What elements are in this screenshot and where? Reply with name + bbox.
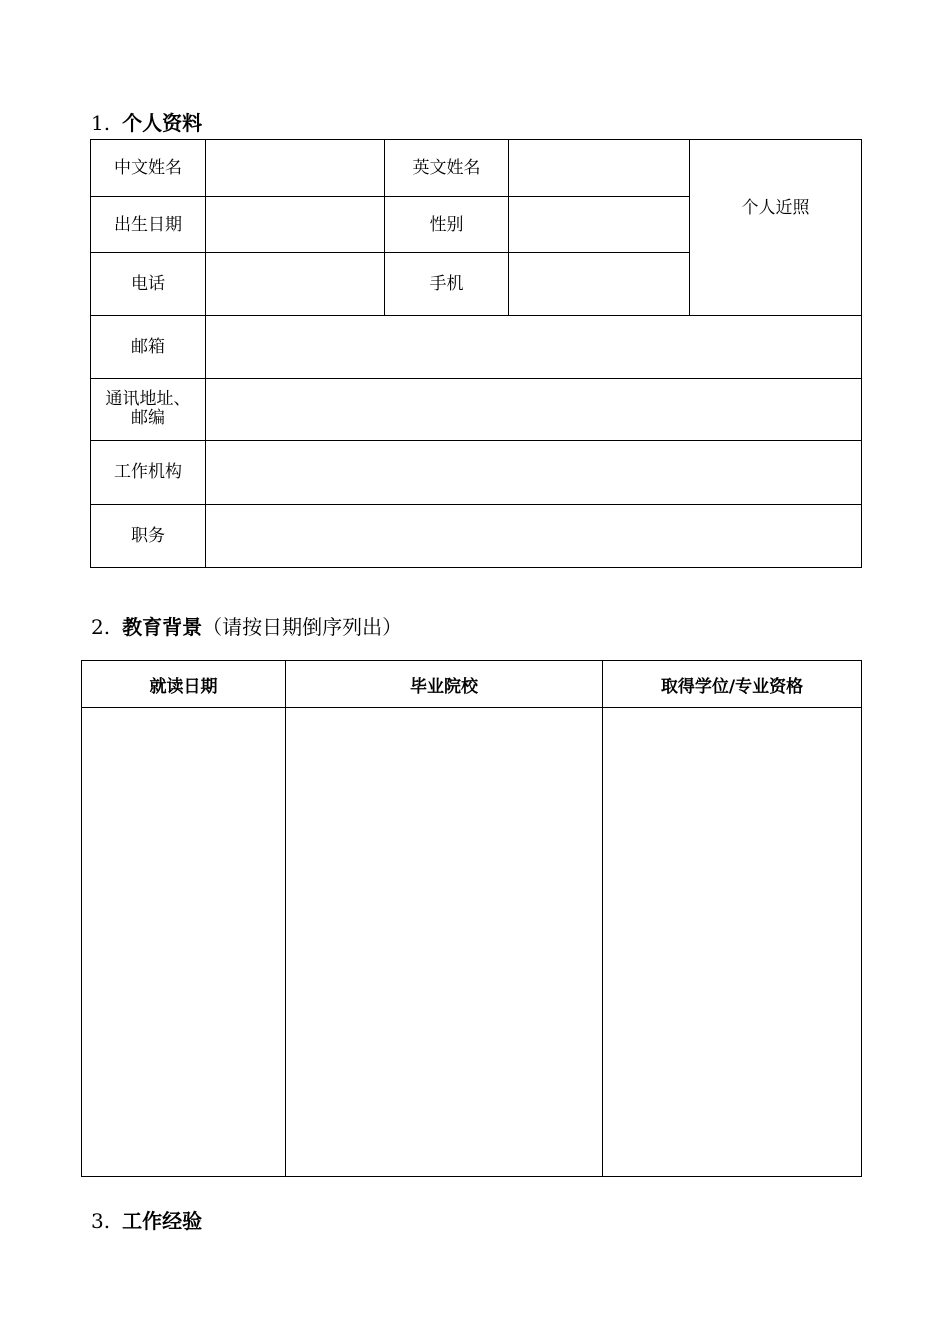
phone-label: 电话 xyxy=(91,253,206,316)
column-header-study-dates: 就读日期 xyxy=(82,661,286,708)
birth-date-label: 出生日期 xyxy=(91,197,206,253)
section-2-note: （请按日期倒序列出） xyxy=(202,615,403,639)
column-header-degree: 取得学位/专业资格 xyxy=(603,661,862,708)
mobile-label: 手机 xyxy=(385,253,509,316)
position-field[interactable] xyxy=(206,504,862,567)
gender-label: 性别 xyxy=(385,197,509,253)
email-field[interactable] xyxy=(206,316,862,378)
english-name-label: 英文姓名 xyxy=(385,140,509,197)
phone-field[interactable] xyxy=(206,253,385,316)
mobile-field[interactable] xyxy=(509,253,690,316)
section-1-number: 1. xyxy=(91,111,111,135)
address-label xyxy=(91,378,206,440)
address-field[interactable] xyxy=(206,378,862,440)
birth-date-field[interactable] xyxy=(206,197,385,253)
study-dates-cell[interactable] xyxy=(82,708,286,1177)
photo-label: 个人近照 xyxy=(741,198,810,218)
section-2-number: 2. xyxy=(91,615,111,639)
english-name-field[interactable] xyxy=(509,140,690,197)
organization-field[interactable] xyxy=(206,440,862,504)
photo-cell[interactable] xyxy=(690,140,862,316)
section-3-number: 3. xyxy=(91,1209,111,1233)
address-label-text: 通讯地址、邮编 xyxy=(105,389,191,429)
personal-info-table xyxy=(90,139,862,568)
position-label: 职务 xyxy=(91,504,206,567)
section-3-title: 工作经验 xyxy=(122,1209,203,1233)
education-table xyxy=(81,660,862,1177)
column-header-school: 毕业院校 xyxy=(286,661,603,708)
chinese-name-label: 中文姓名 xyxy=(91,140,206,197)
degree-cell[interactable] xyxy=(603,708,862,1177)
section-2-heading xyxy=(91,615,402,639)
school-cell[interactable] xyxy=(286,708,603,1177)
section-1-title: 个人资料 xyxy=(122,111,203,135)
gender-field[interactable] xyxy=(509,197,690,253)
section-1-heading xyxy=(91,111,202,135)
section-3-heading xyxy=(91,1209,202,1233)
email-label: 邮箱 xyxy=(91,316,206,378)
chinese-name-field[interactable] xyxy=(206,140,385,197)
organization-label: 工作机构 xyxy=(91,440,206,504)
section-2-title: 教育背景 xyxy=(122,615,203,639)
